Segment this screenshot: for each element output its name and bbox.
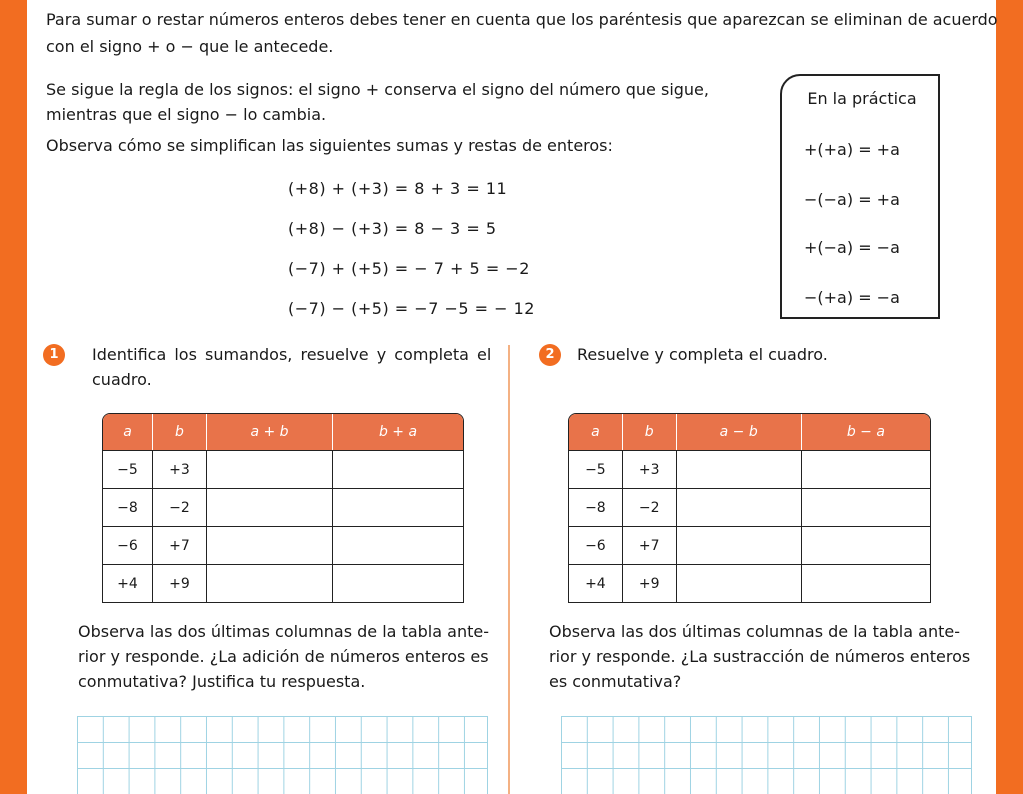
- answer-cell[interactable]: [802, 488, 930, 526]
- exercise-1-instruction-line-1: Identifica los sumandos, resuelve y completa el: [92, 345, 492, 364]
- answer-cell[interactable]: [333, 488, 463, 526]
- cell-a: +4: [569, 564, 623, 602]
- header-b: b: [153, 414, 207, 450]
- table-row: [103, 488, 463, 526]
- cell-a: −8: [103, 488, 153, 526]
- exercise-2-instruction: Resuelve y completa el cuadro.: [577, 345, 828, 364]
- exercise-2-badge: 2: [539, 344, 561, 366]
- example-3: (−7) + (+5) = − 7 + 5 = −2: [288, 259, 530, 278]
- answer-cell[interactable]: [677, 526, 802, 564]
- cell-b: +7: [153, 526, 207, 564]
- cell-b: +3: [623, 450, 677, 488]
- answer-cell[interactable]: [333, 450, 463, 488]
- table-row: [569, 450, 930, 488]
- practice-rule-1: +(+a) = +a: [804, 140, 900, 159]
- right-orange-border: [996, 0, 1023, 794]
- cell-b: −2: [153, 488, 207, 526]
- example-4: (−7) − (+5) = −7 −5 = − 12: [288, 299, 535, 318]
- table-row: [103, 450, 463, 488]
- table-row: [569, 564, 930, 602]
- answer-cell[interactable]: [207, 488, 333, 526]
- table-header-row: [569, 414, 930, 450]
- example-1: (+8) + (+3) = 8 + 3 = 11: [288, 179, 508, 198]
- practice-title: En la práctica: [807, 89, 917, 108]
- exercise-1-badge: 1: [43, 344, 65, 366]
- exercise-2-answer-grid[interactable]: [561, 716, 972, 794]
- cell-b: +9: [153, 564, 207, 602]
- intro-line-4: mientras que el signo − lo cambia.: [46, 105, 327, 124]
- header-a-minus-b: a − b: [677, 414, 802, 450]
- answer-cell[interactable]: [802, 450, 930, 488]
- answer-cell[interactable]: [802, 526, 930, 564]
- exercise-1-table: [102, 413, 464, 603]
- cell-a: −6: [103, 526, 153, 564]
- cell-b: +9: [623, 564, 677, 602]
- column-divider: [508, 345, 510, 794]
- practice-rule-2: −(−a) = +a: [804, 190, 900, 209]
- exercise-2-question-line-2: rior y responde. ¿La sustracción de números enteros: [549, 647, 971, 666]
- exercise-1-answer-grid[interactable]: [77, 716, 488, 794]
- answer-cell[interactable]: [207, 450, 333, 488]
- answer-cell[interactable]: [207, 526, 333, 564]
- cell-b: +3: [153, 450, 207, 488]
- cell-a: −6: [569, 526, 623, 564]
- answer-cell[interactable]: [677, 450, 802, 488]
- answer-cell[interactable]: [802, 564, 930, 602]
- answer-cell[interactable]: [333, 564, 463, 602]
- intro-line-1: Para sumar o restar números enteros debes tener en cuenta que los paréntesis que aparezcan se eliminan de acuerdo: [46, 10, 998, 29]
- answer-cell[interactable]: [207, 564, 333, 602]
- exercise-1-question-line-2: rior y responde. ¿La adición de números enteros es: [78, 647, 489, 666]
- table-header-row: [103, 414, 463, 450]
- cell-b: −2: [623, 488, 677, 526]
- answer-cell[interactable]: [677, 488, 802, 526]
- intro-line-2: con el signo + o − que le antecede.: [46, 37, 334, 56]
- exercise-1-instruction-line-2: cuadro.: [92, 370, 152, 389]
- exercise-1-question-line-1: Observa las dos últimas columnas de la tabla ante-: [78, 622, 489, 641]
- intro-line-3: Se sigue la regla de los signos: el signo + conserva el signo del número que sigue,: [46, 80, 709, 99]
- cell-a: −5: [103, 450, 153, 488]
- header-a: a: [569, 414, 623, 450]
- left-orange-border: [0, 0, 27, 794]
- header-b-plus-a: b + a: [333, 414, 463, 450]
- answer-cell[interactable]: [333, 526, 463, 564]
- table-row: [103, 526, 463, 564]
- practice-rule-4: −(+a) = −a: [804, 288, 900, 307]
- header-a: a: [103, 414, 153, 450]
- table-row: [103, 564, 463, 602]
- example-2: (+8) − (+3) = 8 − 3 = 5: [288, 219, 497, 238]
- exercise-2-question-line-3: es conmutativa?: [549, 672, 682, 691]
- intro-line-5: Observa cómo se simplifican las siguientes sumas y restas de enteros:: [46, 136, 613, 155]
- table-row: [569, 526, 930, 564]
- cell-a: −8: [569, 488, 623, 526]
- header-b: b: [623, 414, 677, 450]
- cell-a: −5: [569, 450, 623, 488]
- practice-box: [780, 74, 940, 319]
- answer-cell[interactable]: [677, 564, 802, 602]
- exercise-1-question-line-3: conmutativa? Justifica tu respuesta.: [78, 672, 366, 691]
- header-b-minus-a: b − a: [802, 414, 930, 450]
- cell-b: +7: [623, 526, 677, 564]
- cell-a: +4: [103, 564, 153, 602]
- table-row: [569, 488, 930, 526]
- practice-rule-3: +(−a) = −a: [804, 238, 900, 257]
- header-a-plus-b: a + b: [207, 414, 333, 450]
- exercise-2-question-line-1: Observa las dos últimas columnas de la tabla ante-: [549, 622, 960, 641]
- exercise-2-table: [568, 413, 931, 603]
